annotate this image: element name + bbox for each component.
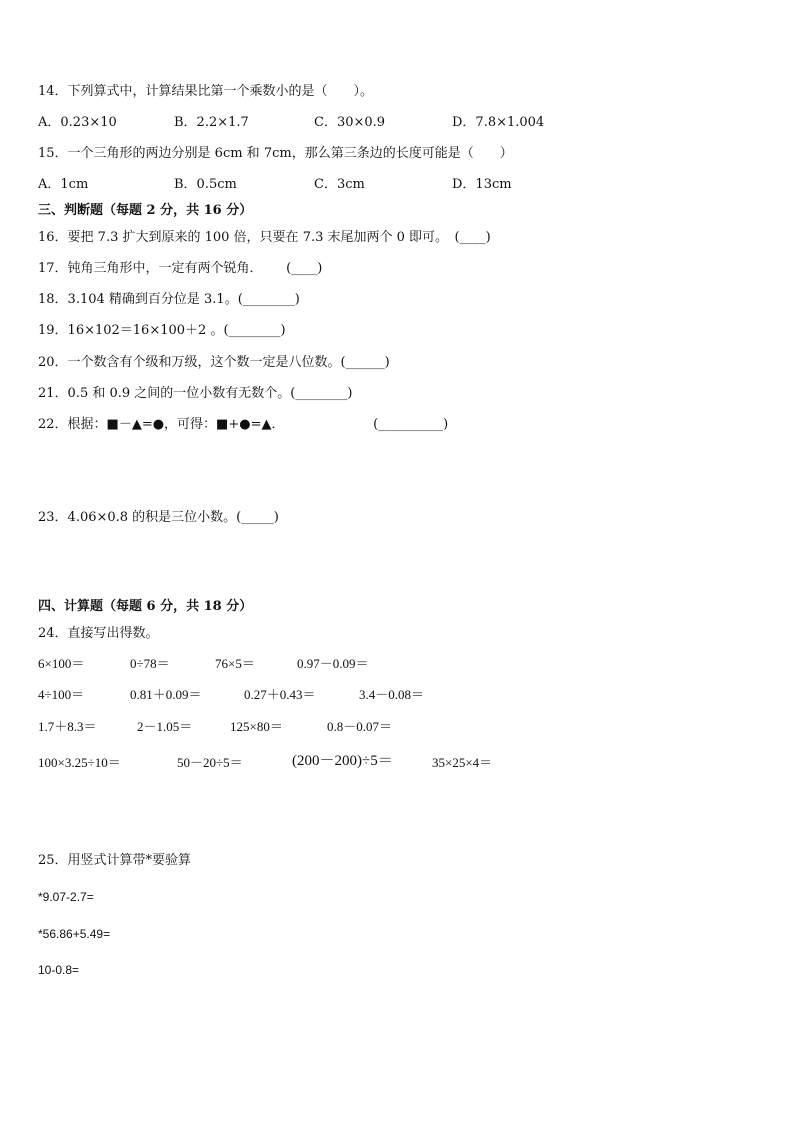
q24-r4-c2: 50－20÷5＝ <box>177 755 243 770</box>
q24-r2-c4: 3.4－0.08＝ <box>359 687 425 702</box>
judge-item-21: 21．0.5 和 0.9 之间的一位小数有无数个。(________) <box>38 386 353 401</box>
q24-r4-c1: 100×3.25÷10＝ <box>38 755 121 770</box>
question-24-title: 24．直接写出得数。 <box>38 626 159 641</box>
q14-option-b: B．2.2×1.7 <box>174 115 249 130</box>
judge-item-23: 23．4.06×0.8 的积是三位小数。(_____) <box>38 510 279 525</box>
q24-r3-c1: 1.7＋8.3＝ <box>38 719 97 734</box>
q24-r1-c3: 76×5＝ <box>215 656 255 671</box>
q14-option-d: D．7.8×1.004 <box>452 115 545 130</box>
q14-option-c: C．30×0.9 <box>314 115 386 130</box>
judge-item-20: 20．一个数含有个级和万级，这个数一定是八位数。(______) <box>38 355 390 370</box>
judge-item-16: 16．要把 7.3 扩大到原来的 100 倍，只要在 7.3 末尾加两个 0 即可。 (____) <box>38 230 491 245</box>
q14-option-a: A．0.23×10 <box>38 115 117 130</box>
q24-r3-c3: 125×80＝ <box>230 719 283 734</box>
q15-option-c: C．3cm <box>314 177 365 192</box>
q24-r3-c4: 0.8－0.07＝ <box>327 719 393 734</box>
question-25-title: 25．用竖式计算带*要验算 <box>38 853 192 868</box>
section-3-heading: 三、判断题（每题 2 分，共 16 分） <box>38 203 253 218</box>
q15-option-d: D．13cm <box>452 177 512 192</box>
q24-r1-c1: 6×100＝ <box>38 656 85 671</box>
section-4-heading: 四、计算题（每题 6 分，共 18 分） <box>38 599 253 614</box>
q24-r1-c4: 0.97－0.09＝ <box>297 656 369 671</box>
q24-r4-c4: 35×25×4＝ <box>432 755 493 770</box>
q24-r1-c2: 0÷78＝ <box>130 656 170 671</box>
q24-r3-c2: 2－1.05＝ <box>137 719 193 734</box>
question-15-stem: 15．一个三角形的两边分别是 6cm 和 7cm，那么第三条边的长度可能是（ ） <box>38 146 513 161</box>
q24-r2-c3: 0.27＋0.43＝ <box>244 687 316 702</box>
judge-item-17: 17．钝角三角形中，一定有两个锐角． (____) <box>38 261 323 276</box>
q25-item-3: 10-0.8= <box>38 963 80 977</box>
judge-item-19: 19．16×102＝16×100＋2 。(________) <box>38 323 286 338</box>
judge-item-18: 18．3.104 精确到百分位是 3.1。(________) <box>38 292 300 307</box>
q25-item-1: *9.07-2.7= <box>38 890 94 904</box>
q25-item-2: *56.86+5.49= <box>38 927 111 941</box>
q24-r2-c2: 0.81＋0.09＝ <box>130 687 202 702</box>
q15-option-b: B．0.5cm <box>174 177 237 192</box>
q24-r4-c3: (200－200)÷5＝ <box>292 753 393 769</box>
question-14-stem: 14．下列算式中，计算结果比第一个乘数小的是（ ）。 <box>38 84 374 99</box>
judge-item-22: 22．根据：■－▲=●，可得：■+●=▲． (__________) <box>38 417 449 432</box>
q24-r2-c1: 4÷100＝ <box>38 687 85 702</box>
q15-option-a: A．1cm <box>38 177 89 192</box>
